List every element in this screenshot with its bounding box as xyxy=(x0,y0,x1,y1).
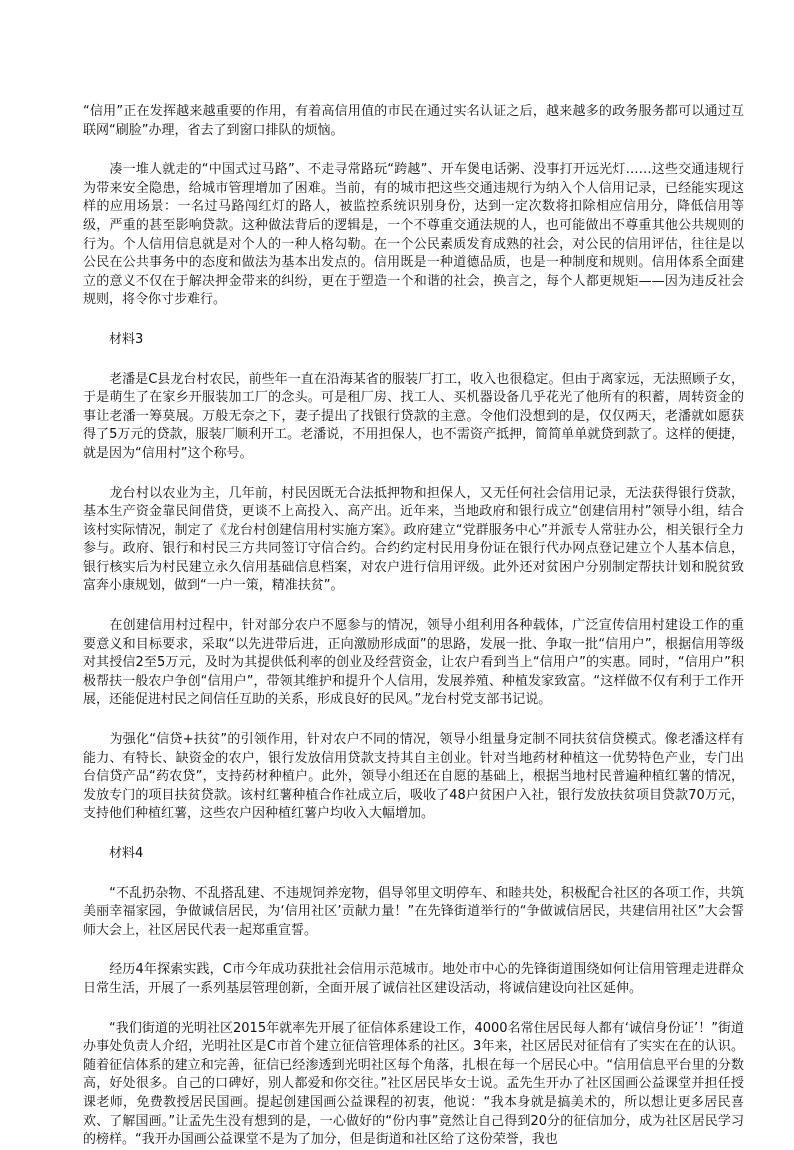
paragraph-traffic-violations: 凑一堆人就走的“中国式过马路”、不走寻常路玩“跨越”、开车煲电话粥、没事打开远光灯……这些交通违规行为带来安全隐患，给城市管理增加了困难。当前，有的城市把这些交通违规行为纳入个人信用记录，已经能实现这样的应用场景：一名过马路闯红灯的路人，被监控系统识别身份，达到一定次数将扣除相应信用分，降低信用等级，严重的甚至影响贷款。这种做法背后的逻辑是，一个不尊重交通法规的人，也可能做出不尊重其他公共规则的行为。个人信用信息就是对个人的一种人格勾勒。在一个公民素质发育成熟的社会，对公民的信用评估，往往是以公民在公共事务中的态度和做法为基本出发点的。信用既是一种道德品质，也是一种制度和规则。信用体系全面建立的意义不仅在于解决押金带来的纠纷，更在于塑造一个和谐的社会，换言之，每个人都更规矩——因为违反社会规则，将令你寸步难行。 xyxy=(83,162,744,308)
heading-material-3: 材料3 xyxy=(83,331,144,347)
paragraph-guangming-community: “我们街道的光明社区2015年就率先开展了征信体系建设工作，4000名常住居民每人都有‘诚信身份证’！”街道办事处负责人介绍，光明社区是C市首个建立征信管理体系的社区。3年来，社区居民对征信有了实实在在的认识。随着征信体系的建立和完善，征信已经渗透到光明社区每个角落，扎根在每一个居民心中。“信用信息平台里的分数高，好处很多。自己的口碑好，别人都爱和你交往。”社区居民毕女士说。孟先生开办了社区国画公益课堂并担任授课老师，免费教授居民国画。提起创建国画公益课程的初衷，他说：“我本身就是搞美术的，所以想让更多居民喜欢、了解国画。”让孟先生没有想到的是，一心做好的“份内事”竟然让自己得到20分的征信加分，成为社区居民学习的榜样。“我开办国画公益课堂不是为了加分，但是街道和社区给了这份荣誉，我也 xyxy=(83,1020,744,1148)
heading-material-4: 材料4 xyxy=(83,846,144,861)
paragraph-credit-demo-city: 经历4年探索实践，C市今年成功获批社会信用示范城市。地处市中心的先锋街道围绕如何让信用管理走进群众日常生活，开展了一系列基层管理创新，全面开展了诚信社区建设活动，将诚信建设向社区延伸。 xyxy=(83,962,744,996)
paragraph-community-oath: “不乱扔杂物、不乱搭乱建、不违规饲养宠物，倡导邻里文明停车、和睦共处，积极配合社区的各项工作，共筑美丽幸福家园，争做诚信居民，为‘信用社区’贡献力量！”在先锋街道举行的“争做诚信居民，共建信用社区”大会誓师大会上，社区居民代表一起郑重宣誓。 xyxy=(83,885,744,938)
paragraph-credit-village-building: 在创建信用村过程中，针对部分农户不愿参与的情况，领导小组利用各种载体，广泛宣传信用村建设工作的重要意义和目标要求，采取“以先进带后进，正向激励形成面”的思路，发展一批、争取一批“信用户”，根据信用等级对其授信2至5万元，及时为其提供低利率的创业及经营资金，让农户看到当上“信用户”的实惠。同时，“信用户”积极帮扶一般农户争创“信用户”，带领其维护和提升个人信用，发展养殖、种植发家致富。“这样做不仅有利于工作开展，还能促进村民之间信任互助的关系，形成良好的民风。”龙台村党支部书记说。 xyxy=(83,618,744,708)
paragraph-credit-intro: “信用”正在发挥越来越重要的作用，有着高信用值的市民在通过实名认证之后，越来越多的政务服务都可以通过互联网“刷脸”办理，省去了到窗口排队的烦恼。 xyxy=(83,104,744,138)
paragraph-longtai-village: 龙台村以农业为主，几年前，村民因既无合法抵押物和担保人，又无任何社会信用记录，无法获得银行贷款，基本生产资金靠民间借贷，更谈不上高投入、高产出。近年来，当地政府和银行成立“创建信用村”领导小组，结合该村实际情况，制定了《龙台村创建信用村实施方案》。政府建立“党群服务中心”并派专人常驻办公，相关银行全力参与。政府、银行和村民三方共同签订守信合约。合约约定村民用身份证在银行代办网点登记建立个人基本信息，银行核实后为村民建立永久信用基础信息档案，对农户进行信用评级。此外还对贫困户分别制定帮扶计划和脱贫致富奔小康规划，做到“一户一策，精准扶贫”。 xyxy=(83,485,744,594)
paragraph-credit-poverty-relief: 为强化“信贷+扶贫”的引领作用，针对农户不同的情况，领导小组量身定制不同扶贫信贷模式。像老潘这样有能力、有特长、缺资金的农户，银行发放信用贷款支持其自主创业。针对当地药材种植这一优势特色产业，专门出台信贷产品“药农贷”，支持药材种植户。此外，领导小组还在自愿的基础上，根据当地村民普遍种植红薯的情况，发放专门的项目扶贫贷款。该村红薯种植合作社成立后，吸收了48户贫困户入社，银行发放扶贫项目贷款70万元，支持他们种植红薯，这些农户因种植红薯户均收入大幅增加。 xyxy=(83,732,744,822)
paragraph-lao-pan: 老潘是C县龙台村农民，前些年一直在沿海某省的服装厂打工，收入也很稳定。但由于离家远，无法照顾子女，于是萌生了在家乡开服装加工厂的念头。可是租厂房、找工人、买机器设备几乎花光了他所有的积蓄，周转资金的事让老潘一筹莫展。万般无奈之下，妻子提出了找银行贷款的主意。令他们没想到的是，仅仅两天，老潘就如愿获得了5万元的贷款，服装厂顺利开工。老潘说，不用担保人，也不需资产抵押，简简单单就贷到款了。这样的便捷，就是因为“信用村”这个称号。 xyxy=(83,371,744,461)
